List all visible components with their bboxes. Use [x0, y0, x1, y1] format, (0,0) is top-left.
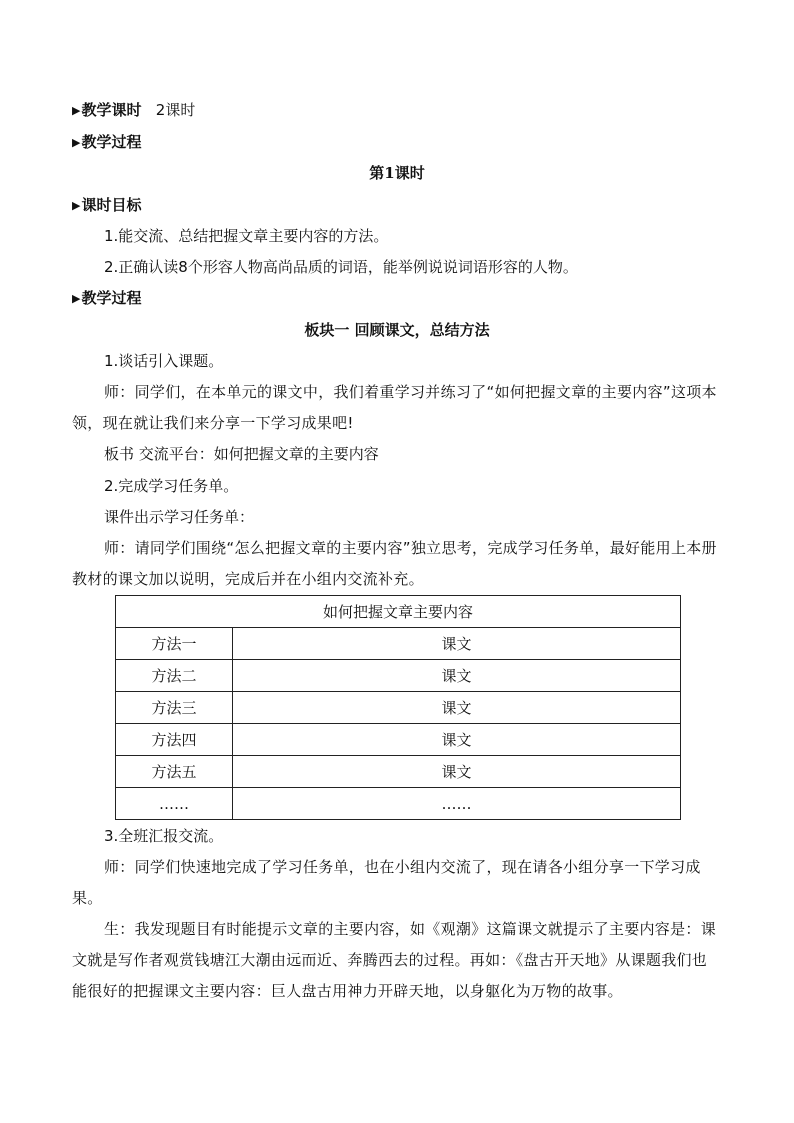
- step-3: 3.全班汇报交流。: [104, 827, 224, 845]
- text-cell: 课文: [233, 660, 681, 692]
- method-cell: 方法二: [116, 660, 233, 692]
- process-heading-line: [72, 132, 722, 153]
- process-heading-2: 教学过程: [81, 289, 142, 307]
- session-title: 第1课时: [369, 164, 425, 182]
- triangle-bullet-icon: ▶: [72, 199, 81, 212]
- text-cell: 课文: [233, 724, 681, 756]
- table-row: [116, 788, 681, 820]
- task-table: [115, 595, 681, 820]
- triangle-bullet-icon: ▶: [72, 292, 81, 305]
- courseware-note: 课件出示学习任务单：: [104, 508, 255, 526]
- text-cell: ……: [233, 788, 681, 820]
- method-cell: 方法三: [116, 692, 233, 724]
- process-heading: 教学过程: [81, 133, 142, 151]
- teacher-paragraph-3: 师：同学们快速地完成了学习任务单，也在小组内交流了，现在请各小组分享一下学习成果。: [72, 858, 701, 907]
- goals-heading: 课时目标: [81, 196, 142, 214]
- method-cell: ……: [116, 788, 233, 820]
- lesson-time-line: [72, 100, 722, 121]
- board-writing: 板书 交流平台：如何把握文章的主要内容: [104, 445, 379, 463]
- teacher-paragraph-2: 师：请同学们围绕“怎么把握文章的主要内容”独立思考，完成学习任务单，最好能用上本册教材的课文加以说明，完成后并在小组内交流补充。: [72, 539, 717, 588]
- lesson-time-value: 2课时: [155, 101, 196, 119]
- block-title: 板块一 回顾课文，总结方法: [304, 321, 490, 339]
- table-row: [116, 756, 681, 788]
- table-row: [116, 628, 681, 660]
- task-table-title: 如何把握文章主要内容: [116, 596, 681, 628]
- text-cell: 课文: [233, 628, 681, 660]
- triangle-bullet-icon: ▶: [72, 104, 81, 117]
- task-table-title-row: [116, 596, 681, 628]
- process-heading-2-line: [72, 288, 722, 309]
- goal-item: 1.能交流、总结把握文章主要内容的方法。: [104, 227, 389, 245]
- table-row: [116, 660, 681, 692]
- lesson-time-label: 教学课时: [81, 101, 142, 119]
- method-cell: 方法一: [116, 628, 233, 660]
- method-cell: 方法四: [116, 724, 233, 756]
- step-1: 1.谈话引入课题。: [104, 352, 224, 370]
- table-row: [116, 692, 681, 724]
- method-cell: 方法五: [116, 756, 233, 788]
- step-2: 2.完成学习任务单。: [104, 477, 239, 495]
- table-row: [116, 724, 681, 756]
- teacher-paragraph-1: 师：同学们，在本单元的课文中，我们着重学习并练习了“如何把握文章的主要内容”这项本领，现在就让我们来分享一下学习成果吧!: [72, 383, 717, 432]
- student-paragraph: 生：我发现题目有时能提示文章的主要内容，如《观潮》这篇课文就提示了主要内容是：课文就是写作者观赏钱塘江大潮由远而近、奔腾西去的过程。再如：《盘古开天地》从课题我们也能很好的把握课文主要内容：巨人盘古用神力开辟天地，以身躯化为万物的故事。: [72, 920, 717, 1000]
- text-cell: 课文: [233, 692, 681, 724]
- text-cell: 课文: [233, 756, 681, 788]
- goals-heading-line: [72, 195, 722, 216]
- triangle-bullet-icon: ▶: [72, 136, 81, 149]
- goal-item: 2.正确认读8个形容人物高尚品质的词语，能举例说说词语形容的人物。: [104, 258, 578, 276]
